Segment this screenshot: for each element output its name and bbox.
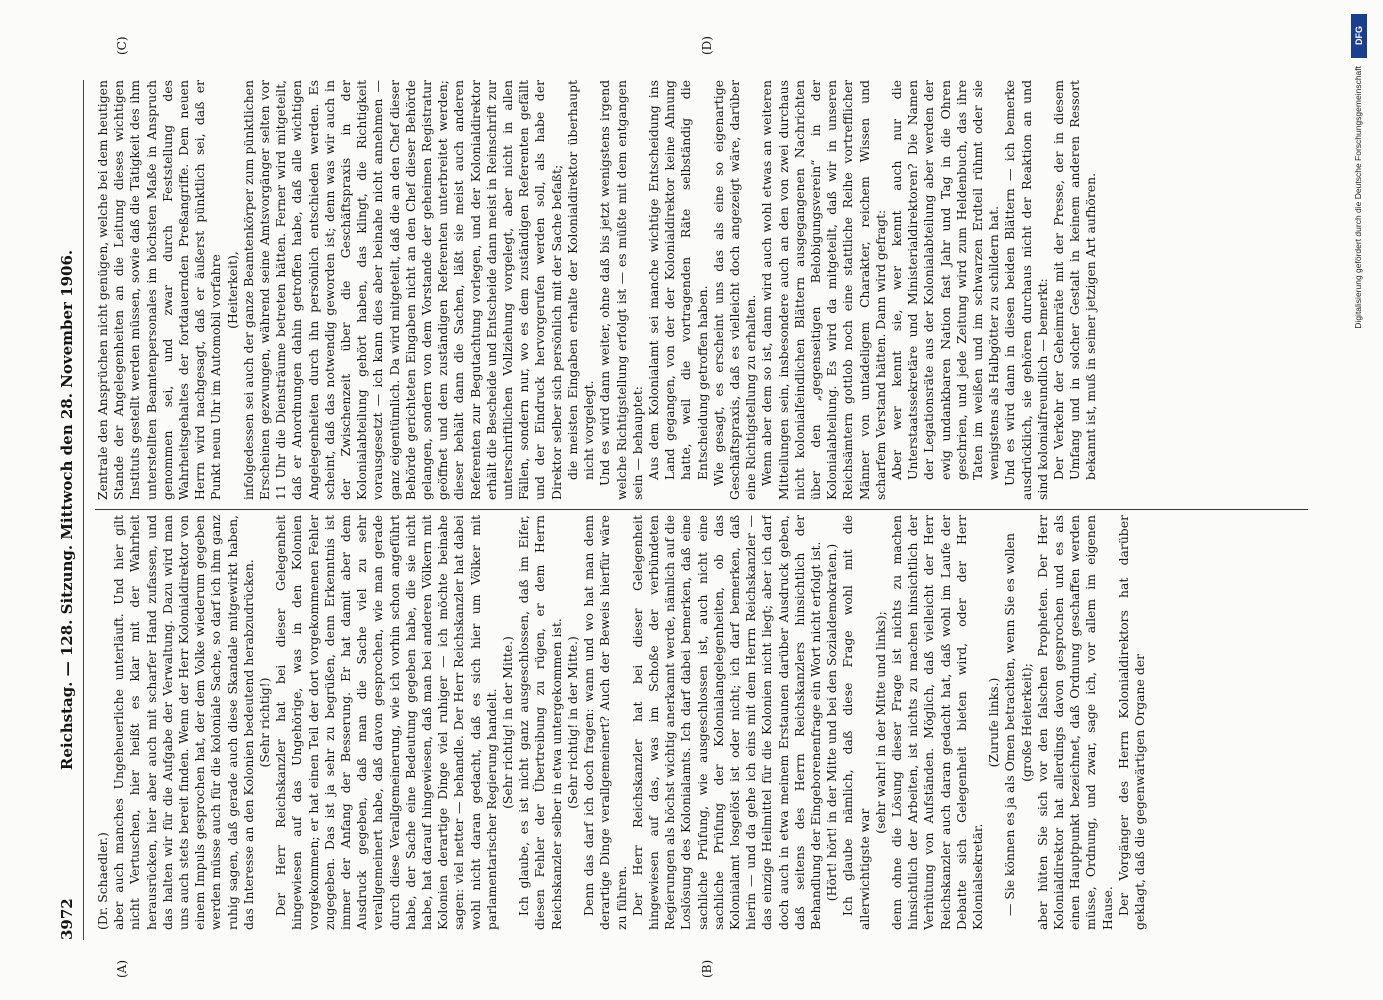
quoted-paragraph: Aus dem Kolonialamt sei manche wichtige Entscheidung ins Land gegangen, von der der Kolonialdirektor keine Ahnung hatte, weil die vortragenden Räte selbständig die Entscheidung getroffen haben. (645, 80, 710, 480)
dfg-logo: DFG (1351, 14, 1367, 58)
paragraph: aber hüten Sie sich vor den falschen Propheten. Der Herr Kolonialdirektor hat allerdings davon gesprochen und es als einen Hauptpunkt bezeichnet, daß Ordnung geschaffen werden müsse, Ordnung, und zwar, sage ich, vor allem im eigenen Hause. (1034, 515, 1115, 930)
interjection: (Heiterkeit), (224, 251, 240, 329)
paragraph: — Sie können es ja als Omen betrachten, wenn Sie es wollen (1002, 533, 1018, 916)
paragraph: Der Herr Reichskanzler hat bei dieser Gelegenheit hingewiesen auf das Ungehörige, was in den Kolonien vorgekommen; er hat einen Teil der dort vorgekommenen Fehler zugegeben. Das ist ja sehr zu begrüßen, denn Erkenntnis ist immer der Anfang der Besserung. Er hat damit aber dem Ausdruck gegeben, daß man die Sache viel zu sehr verallgemeinert habe, daß davon gesprochen, wie man gerade durch diese Verallgemeinerung, wie ich vorhin schon angeführt habe, der Sache eine Bedeutung gegeben habe, die sie nicht habe, hat darauf hingewiesen, daß man bei anderen Völkern mit Kolonien derartige Dinge viel ruhiger — ich möchte beinahe sagen: viel netter — behandle. Der Herr Reichskanzler hat dabei wohl nicht daran gedacht, daß es sich hier um Völker mit parlamentarischer Regierung handelt. (273, 515, 499, 930)
paragraph: Und es wird dann weiter, ohne daß bis jetzt wenigstens irgend welche Richtigstellung erfolgt ist — es müßte mit dem entgangen sein — behauptet: (597, 80, 645, 500)
paragraph: Ich glaube, es ist nicht ganz ausgeschlossen, daß im Eifer, diesen Fehler der Übertreibung zu rügen, er dem Herrn Reichskanzler selber in etwa untergekommen ist. (516, 515, 564, 930)
speaker-label: (Dr. Schaedler.) (95, 832, 110, 930)
margin-mark-a: (A) (115, 959, 129, 978)
page-header (58, 80, 80, 940)
paragraph: Wenn aber dem so ist, dann wird auch wohl etwas an weiteren Mitteilungen sein, insbesondere auch an den von zwei durchaus nicht kolonialfeindlichen Blättern ausgegangenen Nachrichten über den „gegenseitigen Belobigungsverein“ in der Kolonialabteilung. Es wird da mitgeteilt, daß wir in unseren Reichsämtern gottlob noch eine stattliche Reihe vortrefflicher Männer von untadeligem Charakter, reichem Wissen und scharfem Verstand hätten. Dann wird gefragt: (759, 80, 888, 500)
left-text-column (95, 515, 1323, 930)
quoted-paragraph: die meisten Eingaben erhalte der Kolonialdirektor überhaupt nicht vorgelegt. (564, 80, 597, 480)
digitization-stamp (1345, 8, 1375, 988)
paragraph: Der Herr Reichskanzler hat bei dieser Gelegenheit hingewiesen auf das, was im Schoße der verbündeten Regierungen als höchst wichtig anerkannt werde, nämlich auf die Loslösung des Kolonialamts. Ich darf dabei bemerken, daß eine sachliche Prüfung, wie ausgeschlossen ist, auch nicht eine sachliche Prüfung der Kolonialangelegenheiten, ob das Kolonialamt losgelöst ist oder nicht; ich darf bemerken, daß hierin — und da gehe ich eins mit dem Herrn Reichskanzler — das einzige Heilmittel für die Kolonien nicht liegt; aber ich darf doch auch in etwa meinem Erstaunen darüber Ausdruck geben, daß seitens des Herrn Reichskanzlers hinsichtlich der Behandlung der Eingeborenenfrage ein Wort nicht erfolgt ist. (629, 515, 823, 930)
quoted-paragraph: Der Verkehr der Geheimräte mit der Presse, der in diesem Umfang und in solcher Gestalt in keinem anderen Ressort bekannt ist, muß in seiner jetzigen Art aufhören. (1050, 80, 1099, 480)
interjection: (sehr wahr! in der Mitte und links); (872, 611, 888, 834)
column-divider (95, 509, 1308, 510)
page-title: Reichstag. — 128. Sitzung. Mittwoch den 28. November 1906. (58, 249, 76, 771)
interjection: (Hört! hört! in der Mitte und bei den Sozialdemokraten.) (824, 543, 840, 902)
interjection: (Zurufe links.) (986, 677, 1002, 768)
paragraph: denn ohne die Lösung dieser Frage ist nichts zu machen hinsichtlich der Arbeiten, ist nichts zu machen hinsichtlich der Verhütung von Aufständen. Möglich, daß vielleicht der Herr Reichskanzler auch daran gedacht hat, daß wohl im Laufe der Debatte sich Gelegenheit bieten wird, oder der Herr Kolonialsekretär. (888, 515, 985, 930)
paragraph: Zentrale den Ansprüchen nicht genügen, welche bei dem heutigen Stande der Angelegenheiten an die Leitung dieses wichtigen Instituts gestellt werden müssen, sowie daß die Tätigkeit des ihm unterstellten Beamtenpersonales im höchsten Maße in Anspruch genommen sei, und zwar durch Feststellung des Wahrheitsgehaltes der fortdauernden Preßangriffe. Dem neuen Herrn wird nachgesagt, daß er äußerst pünktlich sei, daß er Punkt neun Uhr im Automobil vorfahre (95, 80, 224, 500)
margin-mark-b: (B) (700, 959, 714, 978)
page-number: 3972 (58, 898, 76, 940)
paragraph: aber auch manches Ungeheuerliche unterläuft. Und hier gilt nicht Vertuschen, hier heißt es klar mit der Wahrheit herausrücken, hier aber auch mit scharfer Hand zufassen, und das halten wir für die Aufgabe der Verwaltung. Dazu wird man uns auch stets bereit finden. Wenn der Herr Kolonialdirektor von einem Impuls gesprochen hat, der dem Volke wiederum gegeben werden müsse auch für die koloniale Sache, so darf ich ihm ganz ruhig sagen, daß gerade auch diese Skandale mitgewirkt haben, das Interesse an den Kolonien bedeutend herabzudrücken. (111, 515, 256, 930)
margin-mark-d: (D) (700, 36, 714, 55)
quoted-paragraph: Aber wer kennt sie, wer kennt auch nur die Unterstaatssekretäre und Ministerialdirektoren? Die Namen der Legationsräte aus der Kolonialabteilung aber werden der ewig undankbaren Nation fast Jahr und Tag in die Ohren geschrien, und jede Zeitung wird zum Heldenbuch, das ihre Taten im weißen und im schwarzen Erdteil rühmt oder sie wenigstens als Halbgötter zu schildern hat. (888, 80, 1002, 480)
paragraph: Denn das darf ich doch fragen: wann und wo hat man denn derartige Dinge verallgemeinert? Auch der Beweis hierfür wäre zu führen. (581, 515, 629, 930)
margin-mark-c: (C) (115, 36, 129, 55)
interjection: (Sehr richtig!) (257, 677, 273, 768)
interjection: (Sehr richtig! in der Mitte.) (500, 636, 516, 809)
paragraph: Der Vorgänger des Herrn Kolonialdirektors hat darüber geklagt, daß die gegenwärtigen Organe der (1115, 515, 1147, 930)
digitization-credit: Digitalisierung gefördert durch die Deutsche Forschungsgemeinschaft (1353, 66, 1363, 329)
right-text-column (95, 80, 1323, 500)
paragraph: Ich glaube nämlich, daß diese Frage wohl mit die allerwichtigste war (840, 515, 872, 930)
interjection: (große Heiterkeit); (1018, 663, 1034, 782)
header-rule (83, 80, 84, 940)
interjection: (Sehr richtig! in der Mitte.) (564, 636, 580, 809)
paragraph: Und es wird dann in diesen beiden Blättern — ich bemerke ausdrücklich, sie gehören durchaus nicht der Reaktion an und sind kolonialfreundlich — bemerkt: (1002, 80, 1050, 500)
paragraph: Wie gesagt, es erscheint uns das als eine so eigenartige Geschäftspraxis, daß es vielleicht doch angezeigt wäre, darüber eine Richtigstellung zu erhalten. (710, 80, 759, 500)
paragraph: infolgedessen sei auch der ganze Beamtenkörper zum pünktlichen Erscheinen gezwungen, während seine Amtsvorgänger selten vor 11 Uhr die Diensträume betreten hätten. Ferner wird mitgeteilt, daß er Anordnungen dahin getroffen habe, daß alle wichtigen Angelegenheiten durch ihn persönlich entschieden werden. Es scheint, daß das notwendig geworden ist; denn was wir auch in der Zwischenzeit über die Geschäftspraxis in der Kolonialabteilung gehört haben, das klingt, die Richtigkeit vorausgesetzt — ich kann dies aber beinahe nicht annehmen — ganz eigentümlich. Da wird mitgeteilt, daß die an den Chef dieser Behörde gerichteten Eingaben nicht an den Chef dieser Behörde gelangen, sondern von dem Vorstande der geheimen Registratur geöffnet und dem zuständigen Referenten unterbreitet werden; dieser behält dann die Sachen, läßt sie meist auch anderen Referenten zur Begutachtung vorlegen, und der Kolonialdirektor erhält die Bescheide und Entscheide dann meist in Reinschrift zur unterschriftlichen Vollziehung vorgelegt, aber nicht in allen Fällen, sondern nur, wo es dem zuständigen Referenten gefällt und der Eindruck hervorgerufen werden soll, als habe der Direktor selber sich persönlich mit der Sache befaßt; (240, 80, 564, 500)
